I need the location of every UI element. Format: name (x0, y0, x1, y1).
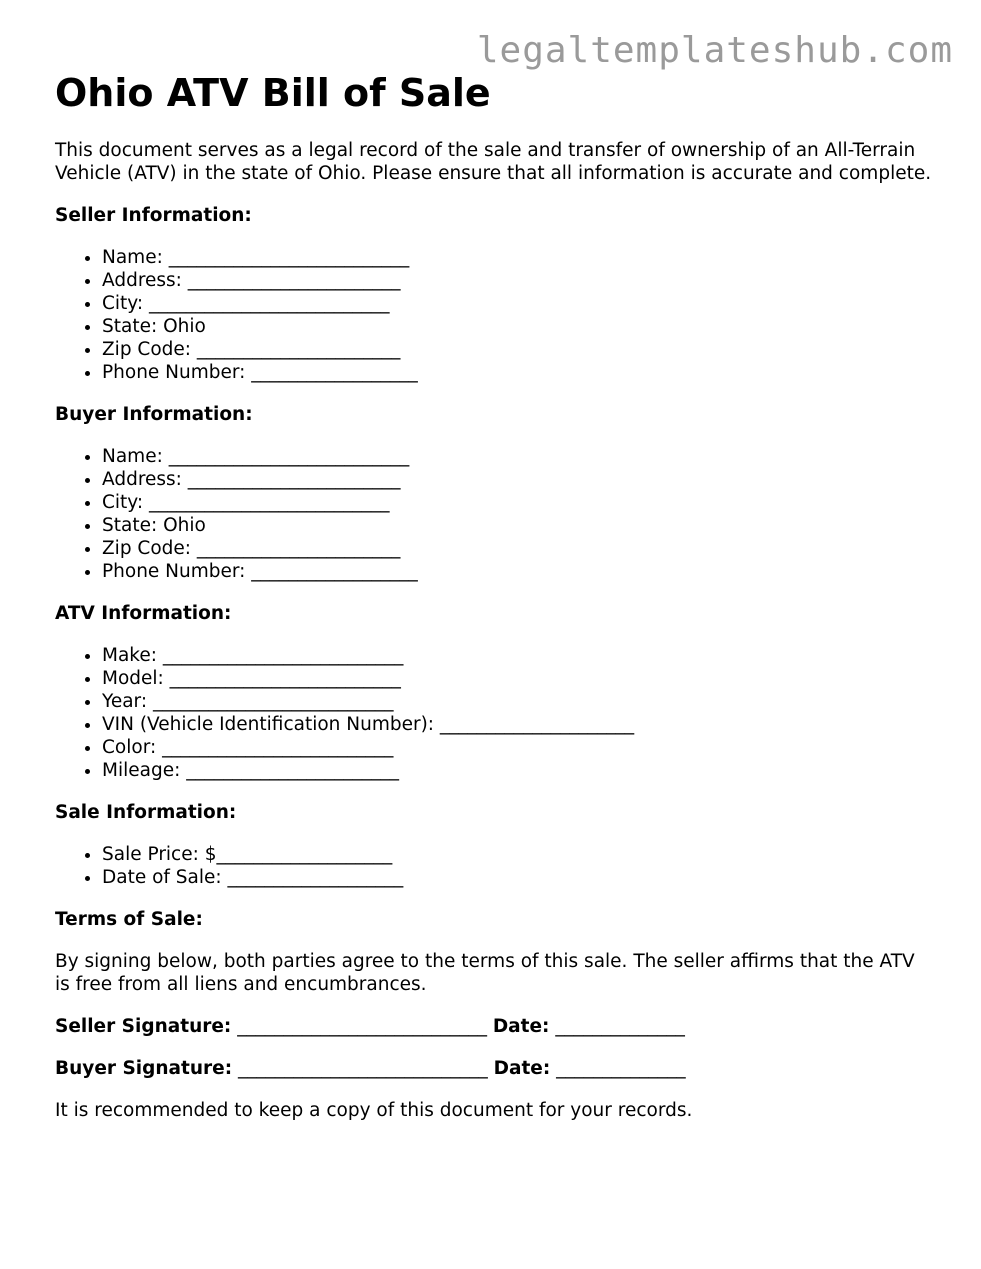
seller-state-field: • State: Ohio (102, 315, 935, 338)
buyer-zip-field: • Zip Code: ______________________ (102, 537, 935, 560)
sale-heading: Sale Information: (55, 802, 237, 823)
seller-phone-field: • Phone Number: __________________ (102, 361, 935, 384)
terms-heading: Terms of Sale: (55, 909, 203, 930)
buyer-address-field: • Address: _______________________ (102, 468, 935, 491)
buyer-date-line: ______________ (550, 1058, 686, 1079)
atv-mileage-field: • Mileage: _______________________ (102, 759, 935, 782)
terms-paragraph: By signing below, both parties agree to the terms of this sale. The seller affirms that the ATV is free from all liens and encumbrances. (55, 951, 915, 995)
buyer-list (55, 445, 935, 583)
seller-list (55, 246, 935, 384)
atv-color-field: • Color: _________________________ (102, 736, 935, 759)
atv-vin-field: • VIN (Vehicle Identification Number): _____________________ (102, 713, 935, 736)
watermark: legaltemplateshub.com (476, 30, 953, 71)
footer-note: It is recommended to keep a copy of this document for your records. (55, 1100, 693, 1121)
atv-model-field: • Model: _________________________ (102, 667, 935, 690)
seller-signature-label: Seller Signature: (55, 1016, 232, 1037)
atv-year-field: • Year: __________________________ (102, 690, 935, 713)
buyer-date-label: Date: (493, 1058, 551, 1079)
seller-date-line: ______________ (549, 1016, 685, 1037)
buyer-signature-line: ___________________________ (232, 1058, 494, 1079)
buyer-signature-row (55, 1057, 935, 1080)
sale-date-field: • Date of Sale: ___________________ (102, 866, 935, 889)
intro-paragraph: This document serves as a legal record of the sale and transfer of ownership of an All-Terrain Vehicle (ATV) in the state of Ohio. Please ensure that all information is accurate and complete. (55, 140, 932, 184)
buyer-state-field: • State: Ohio (102, 514, 935, 537)
buyer-phone-field: • Phone Number: __________________ (102, 560, 935, 583)
seller-name-field: • Name: __________________________ (102, 246, 935, 269)
buyer-city-field: • City: __________________________ (102, 491, 935, 514)
seller-signature-row (55, 1015, 935, 1038)
atv-list (55, 644, 935, 782)
seller-zip-field: • Zip Code: ______________________ (102, 338, 935, 361)
buyer-name-field: • Name: __________________________ (102, 445, 935, 468)
sale-list (55, 843, 935, 889)
document (55, 70, 935, 1141)
seller-address-field: • Address: _______________________ (102, 269, 935, 292)
atv-heading: ATV Information: (55, 603, 232, 624)
seller-city-field: • City: __________________________ (102, 292, 935, 315)
page-title: Ohio ATV Bill of Sale (55, 71, 491, 115)
buyer-heading: Buyer Information: (55, 404, 253, 425)
sale-price-field: • Sale Price: $___________________ (102, 843, 935, 866)
seller-heading: Seller Information: (55, 205, 252, 226)
atv-make-field: • Make: __________________________ (102, 644, 935, 667)
seller-date-label: Date: (492, 1016, 550, 1037)
seller-signature-line: ___________________________ (231, 1016, 493, 1037)
buyer-signature-label: Buyer Signature: (55, 1058, 233, 1079)
